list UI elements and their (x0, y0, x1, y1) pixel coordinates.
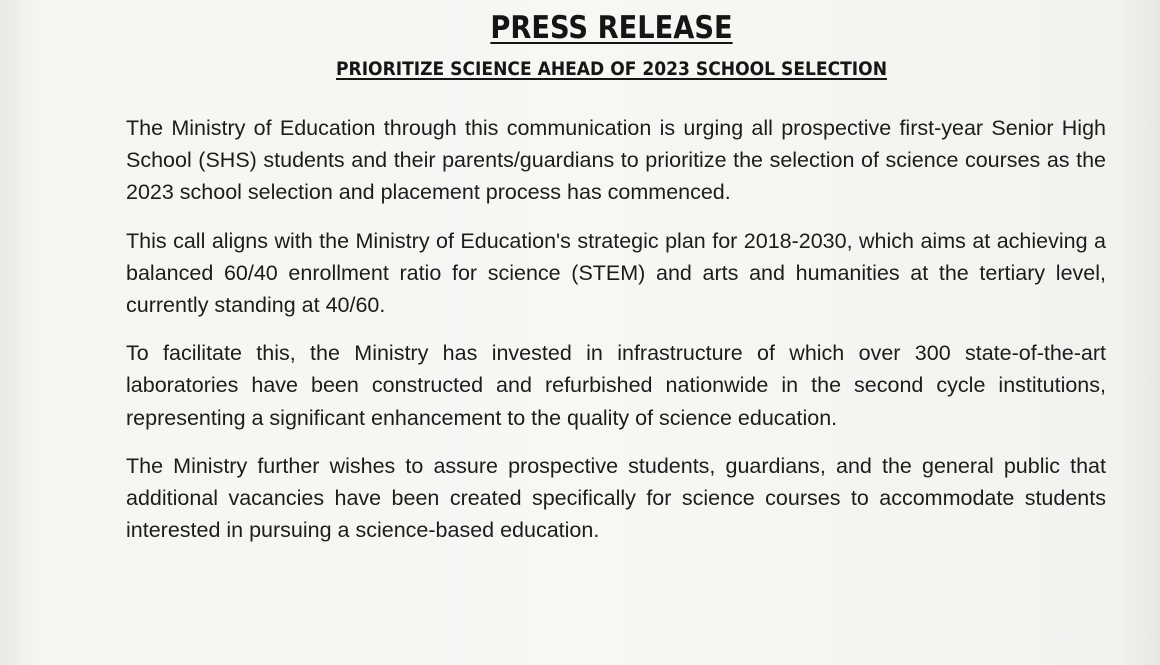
paragraph-strategic-plan: This call aligns with the Ministry of Education's strategic plan for 2018-2030, which aims at achieving a balanced 60/40 enrollment ratio for science (STEM) and arts and humanities at the tertiary level, currently standing at 40/60. (126, 228, 1106, 318)
document-title: PRESS RELEASE (490, 10, 733, 46)
document-body (126, 112, 1106, 562)
document-subtitle: PRIORITIZE SCIENCE AHEAD OF 2023 SCHOOL SELECTION (335, 58, 888, 80)
paragraph-infrastructure: To facilitate this, the Ministry has invested in infrastructure of which over 300 state-of-the-art laboratories have been constructed and refurbished nationwide in the second cycle institutions, representing a significant enhancement to the quality of science education. (126, 341, 1106, 430)
paragraph-vacancies: The Ministry further wishes to assure prospective students, guardians, and the general public that additional vacancies have been created specifically for science courses to accommodate students interested in pursuing a science-based education. (126, 453, 1106, 543)
paragraph-school-selection: The Ministry of Education through this communication is urging all prospective first-year Senior High School (SHS) students and their parents/guardians to prioritize the selection of science courses as the 2023 school selection and placement process has commenced. (126, 116, 1106, 205)
